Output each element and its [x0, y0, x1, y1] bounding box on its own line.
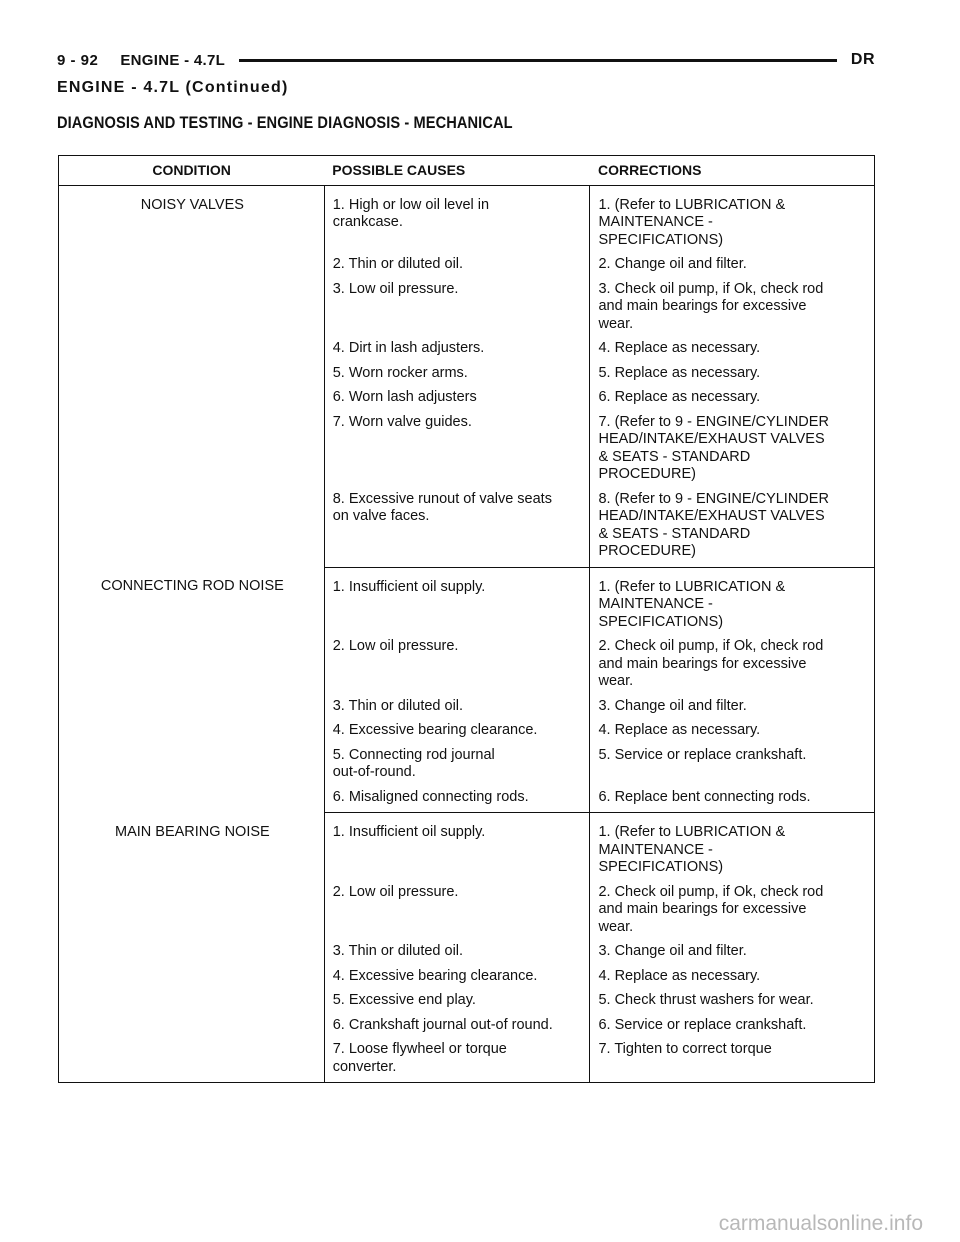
header-title: ENGINE - 4.7L	[120, 51, 226, 69]
correction-text: 6. Replace bent connecting rods.	[598, 788, 811, 805]
cause-text: 4. Dirt in lash adjusters.	[332, 340, 485, 356]
cause-text: 2. Low oil pressure.	[332, 638, 459, 654]
cause-text: 1. Insufficient oil supply.	[332, 578, 486, 595]
cause-cell	[324, 786, 590, 813]
correction-cell	[590, 337, 875, 362]
correction-text: 1. (Refer to LUBRICATION & MAINTENANCE - SPECIFICATIONS)	[598, 196, 786, 248]
table-header-row	[59, 156, 875, 186]
cause-cell	[324, 488, 590, 568]
correction-text: 5. Check thrust washers for wear.	[598, 992, 814, 1008]
correction-cell	[590, 695, 875, 720]
correction-cell	[590, 253, 875, 278]
correction-cell	[590, 881, 875, 941]
cause-cell	[324, 386, 590, 411]
correction-text: 5. Replace as necessary.	[598, 364, 761, 381]
correction-text: 8. (Refer to 9 - ENGINE/CYLINDER HEAD/INTAKE/EXHAUST VALVES & SEATS - STANDARD PROCEDURE)	[598, 490, 829, 559]
correction-text: 6. Service or replace crankshaft.	[598, 1016, 807, 1033]
section-title: DIAGNOSIS AND TESTING - ENGINE DIAGNOSIS - MECHANICAL	[57, 113, 513, 132]
correction-cell	[590, 1038, 875, 1083]
correction-cell	[590, 278, 875, 338]
correction-text: 2. Change oil and filter.	[598, 256, 747, 272]
cause-cell	[324, 278, 590, 338]
cause-cell	[324, 337, 590, 362]
cause-cell	[324, 965, 590, 990]
cause-text: 5. Worn rocker arms.	[332, 364, 468, 381]
correction-cell	[590, 813, 875, 881]
correction-cell	[590, 411, 875, 488]
cause-cell	[324, 635, 590, 695]
page-header	[57, 48, 875, 72]
correction-text: 3. Check oil pump, if Ok, check rod and main bearings for excessive wear.	[598, 280, 824, 332]
cause-text: 3. Low oil pressure.	[332, 280, 459, 297]
correction-text: 1. (Refer to LUBRICATION & MAINTENANCE - SPECIFICATIONS)	[598, 578, 786, 630]
correction-cell	[590, 1014, 875, 1039]
cause-cell	[324, 567, 590, 635]
correction-cell	[590, 744, 875, 786]
correction-cell	[590, 185, 875, 253]
correction-text: 5. Service or replace crankshaft.	[598, 746, 807, 763]
continued-title: ENGINE - 4.7L (Continued)	[57, 79, 289, 96]
condition-label: MAIN BEARING NOISE	[115, 823, 270, 840]
correction-cell	[590, 362, 875, 387]
correction-cell	[590, 488, 875, 568]
page-number: 9 - 92	[57, 51, 99, 69]
cause-cell	[324, 362, 590, 387]
cause-text: 5. Excessive end play.	[332, 992, 476, 1008]
cause-text: 5. Connecting rod journal out-of-round.	[332, 746, 495, 780]
cause-cell	[324, 185, 590, 253]
correction-text: 6. Replace as necessary.	[598, 389, 761, 405]
cause-text: 2. Thin or diluted oil.	[332, 256, 464, 272]
correction-cell	[590, 567, 875, 635]
cause-text: 4. Excessive bearing clearance.	[332, 967, 538, 984]
cause-cell	[324, 1014, 590, 1039]
correction-text: 1. (Refer to LUBRICATION & MAINTENANCE - SPECIFICATIONS)	[598, 824, 786, 875]
correction-cell	[590, 719, 875, 744]
cause-text: 3. Thin or diluted oil.	[332, 943, 464, 959]
cause-cell	[324, 253, 590, 278]
correction-text: 7. (Refer to 9 - ENGINE/CYLINDER HEAD/INTAKE/EXHAUST VALVES & SEATS - STANDARD PROCEDURE)	[598, 413, 829, 482]
correction-text: 2. Check oil pump, if Ok, check rod and main bearings for excessive wear.	[598, 638, 824, 689]
condition-cell	[59, 813, 325, 1083]
cause-cell	[324, 881, 590, 941]
watermark: carmanualsonline.info	[718, 1212, 923, 1235]
table-body	[59, 185, 875, 1083]
correction-text: 3. Change oil and filter.	[598, 943, 747, 959]
cause-text: 2. Low oil pressure.	[332, 883, 459, 900]
correction-cell	[590, 786, 875, 813]
correction-cell	[590, 989, 875, 1014]
cause-text: 8. Excessive runout of valve seats on valve faces.	[332, 490, 552, 524]
cause-cell	[324, 813, 590, 881]
correction-text: 7. Tighten to correct torque	[598, 1041, 772, 1057]
cause-text: 1. Insufficient oil supply.	[332, 824, 486, 840]
cause-text: 3. Thin or diluted oil.	[332, 697, 464, 714]
correction-text: 2. Check oil pump, if Ok, check rod and main bearings for excessive wear.	[598, 883, 824, 935]
header-rule	[239, 59, 837, 62]
cause-text: 6. Crankshaft journal out-of round.	[332, 1016, 553, 1033]
model-code: DR	[850, 51, 875, 68]
condition-cell	[59, 567, 325, 813]
condition-label: NOISY VALVES	[140, 196, 244, 213]
column-header-condition: CONDITION	[59, 156, 325, 186]
cause-cell	[324, 940, 590, 965]
cause-text: 1. High or low oil level in crankcase.	[332, 196, 490, 230]
cause-cell	[324, 411, 590, 488]
correction-cell	[590, 940, 875, 965]
cause-cell	[324, 695, 590, 720]
cause-cell	[324, 989, 590, 1014]
diagnosis-table	[58, 155, 875, 1083]
correction-text: 4. Replace as necessary.	[598, 722, 761, 738]
cause-text: 7. Worn valve guides.	[332, 413, 472, 430]
correction-cell	[590, 635, 875, 695]
cause-text: 6. Worn lash adjusters	[332, 389, 477, 405]
correction-text: 4. Replace as necessary.	[598, 967, 761, 984]
correction-cell	[590, 965, 875, 990]
cause-cell	[324, 1038, 590, 1083]
table-row	[59, 185, 875, 253]
correction-text: 4. Replace as necessary.	[598, 340, 761, 356]
table-row	[59, 813, 875, 881]
cause-text: 6. Misaligned connecting rods.	[332, 788, 529, 805]
cause-text: 7. Loose flywheel or torque converter.	[332, 1041, 507, 1075]
table-row	[59, 567, 875, 635]
cause-cell	[324, 744, 590, 786]
cause-text: 4. Excessive bearing clearance.	[332, 722, 538, 738]
correction-cell	[590, 386, 875, 411]
condition-cell	[59, 185, 325, 567]
correction-text: 3. Change oil and filter.	[598, 697, 747, 714]
cause-cell	[324, 719, 590, 744]
condition-label: CONNECTING ROD NOISE	[100, 578, 284, 594]
column-header-causes: POSSIBLE CAUSES	[324, 156, 590, 186]
column-header-corrections: CORRECTIONS	[590, 156, 875, 186]
